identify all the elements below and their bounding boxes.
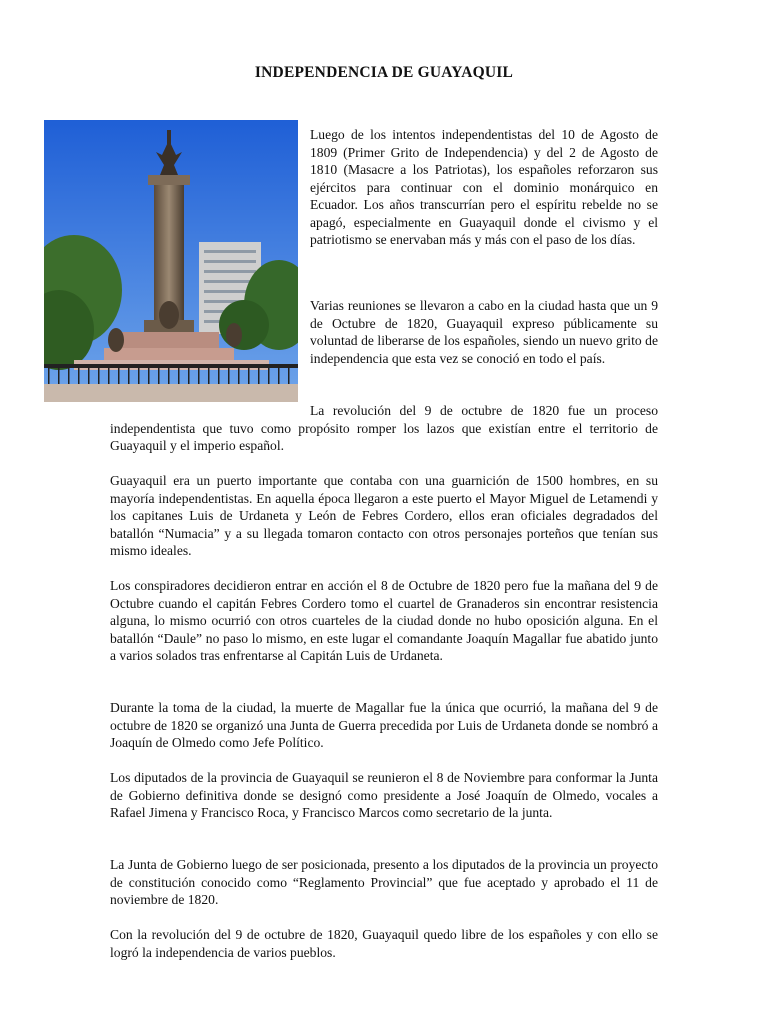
paragraph-8: La Junta de Gobierno luego de ser posicionada, presento a los diputados de la provincia un proyecto de constitución conocido como “Reglamento Provincial” que fue aceptado y aprobado el 11 de noviembre de 1820. xyxy=(110,857,658,907)
paragraph-5: Los conspiradores decidieron entrar en acción el 8 de Octubre de 1820 pero fue la mañana del 9 de Octubre cuando el capitán Febres Cordero tomo el cuartel de Granaderos sin encontrar resistencia alguna, lo mismo ocurrió con otros cuarteles de la ciudad donde no hubo oposición alguna. En el batallón “Daule” no paso lo mismo, en este lugar el comandante Joaquín Magallar fue abatido junto a varios solados tras enfrentarse al Capitán Luis de Urdaneta. xyxy=(110,578,658,663)
paragraph-3: La revolución del 9 de octubre de 1820 fue un proceso independentista que tuvo como propósito romper los lazos que existían entre el territorio de Guayaquil y el imperio español. xyxy=(110,403,658,453)
paragraph-4: Guayaquil era un puerto importante que contaba con una guarnición de 1500 hombres, en su mayoría independentistas. En aquella época llegaron a este puerto el Mayor Miguel de Letamendi y los capitanes Luis de Urdaneta y León de Febres Cordero, ellos eran oficiales degradados del batallón “Numacia” y a su llegada tomaron contacto con otros personajes porteños que tenían sus mismo ideales. xyxy=(110,473,658,558)
monument-photo xyxy=(44,120,298,402)
document-title: INDEPENDENCIA DE GUAYAQUIL xyxy=(254,64,514,81)
paragraph-7: Los diputados de la provincia de Guayaquil se reunieron el 8 de Noviembre para conformar la Junta de Gobierno definitiva donde se designó como presidente a José Joaquín de Olmedo, vocales a Rafael Jimena y Francisco Roca, y Francisco Marcos como secretario de la junta. xyxy=(110,770,658,820)
paragraph-9: Con la revolución del 9 de octubre de 1820, Guayaquil quedo libre de los españoles y con ello se logró la independencia de varios pueblos. xyxy=(110,927,658,960)
paragraph-2: Varias reuniones se llevaron a cabo en la ciudad hasta que un 9 de Octubre de 1820, Guayaquil expreso públicamente su voluntad de liberarse de los españoles, siendo un nuevo grito de independencia que esta vez se conoció en todo el país. xyxy=(310,298,658,366)
paragraph-1: Luego de los intentos independentistas del 10 de Agosto de 1809 (Primer Grito de Independencia) y del 2 de Agosto de 1810 (Masacre a los Patriotas), los españoles reforzaron sus ejércitos para continuar con el dominio monárquico en Ecuador. Los años transcurrían pero el espíritu rebelde no se apagó, especialmente en Guayaquil donde el civismo y el patriotismo se enervaban más y más con el paso de los días. xyxy=(310,127,658,247)
paragraph-6: Durante la toma de la ciudad, la muerte de Magallar fue la única que ocurrió, la mañana del 9 de octubre de 1820 se organizó una Junta de Guerra precedida por Luis de Urdaneta donde se nombró a Joaquín de Olmedo como Jefe Político. xyxy=(110,700,658,750)
